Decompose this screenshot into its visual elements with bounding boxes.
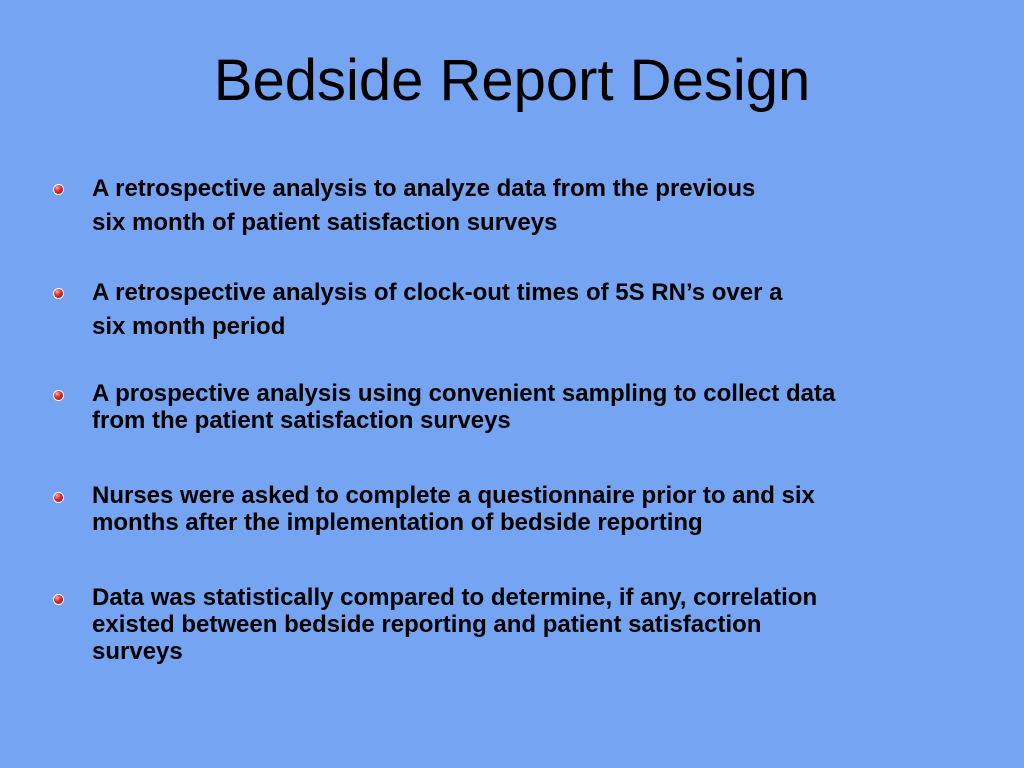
bullet-text-line: six month period <box>92 313 286 340</box>
bullet-item <box>52 380 992 434</box>
bullet-text-line: months after the implementation of bedside reporting <box>92 509 703 536</box>
bullet-item <box>52 482 992 536</box>
bullet-text-line: Data was statistically compared to determine, if any, correlation <box>92 584 818 611</box>
bullet-item <box>52 172 992 240</box>
bullet-text-line: Nurses were asked to complete a questionnaire prior to and six <box>92 482 815 509</box>
bullet-text-line: from the patient satisfaction surveys <box>92 407 511 434</box>
red-sphere-bullet-icon <box>54 289 63 298</box>
bullet-text-line: existed between bedside reporting and patient satisfaction <box>92 611 762 638</box>
red-sphere-bullet-icon <box>54 493 63 502</box>
red-sphere-bullet-icon <box>54 595 63 604</box>
bullet-list <box>52 172 992 713</box>
bullet-item <box>52 276 992 344</box>
red-sphere-bullet-icon <box>54 391 63 400</box>
bullet-item <box>52 584 992 665</box>
bullet-text-line: A prospective analysis using convenient sampling to collect data <box>92 380 836 407</box>
bullet-text-line: A retrospective analysis of clock-out times of 5S RN’s over a <box>92 279 783 306</box>
red-sphere-bullet-icon <box>54 185 63 194</box>
bullet-text-line: surveys <box>92 638 183 665</box>
slide-title: Bedside Report Design <box>213 48 811 113</box>
bullet-text-line: A retrospective analysis to analyze data from the previous <box>92 175 756 202</box>
bullet-text-line: six month of patient satisfaction surveys <box>92 209 558 236</box>
